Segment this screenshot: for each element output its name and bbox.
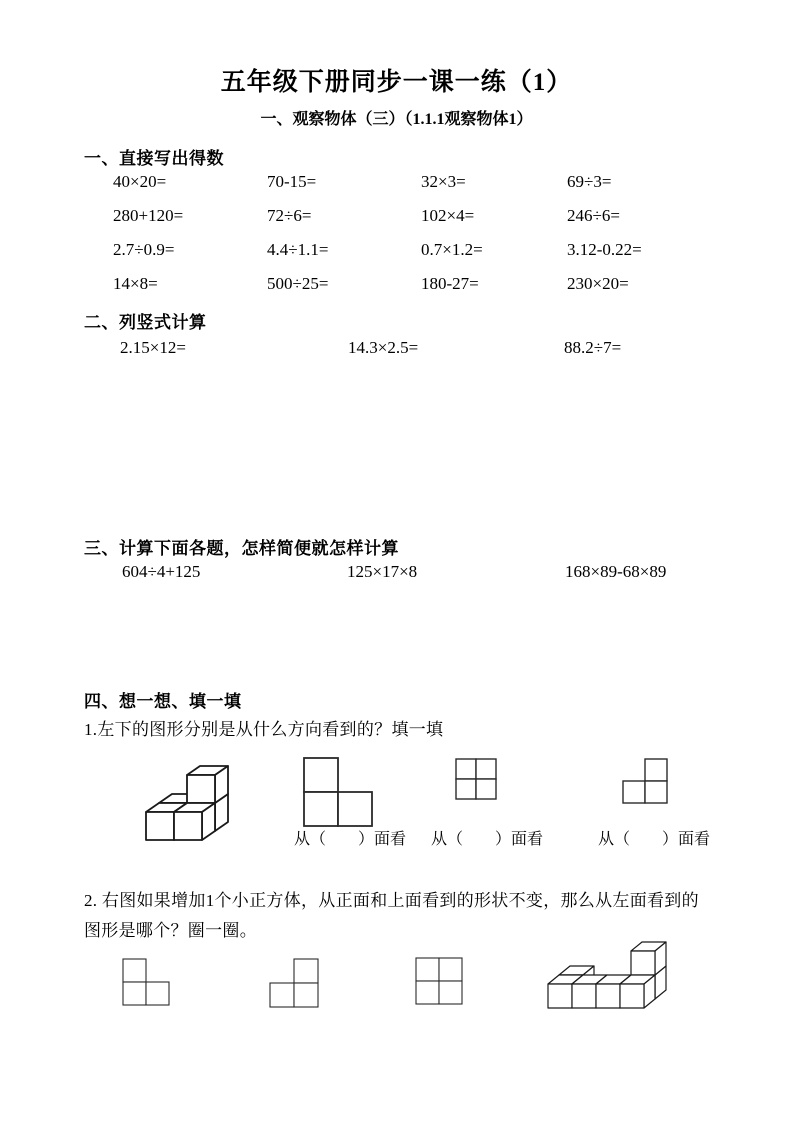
math-problem: 0.7×1.2=	[421, 240, 483, 259]
cube-object-3d-figure	[546, 940, 668, 1010]
math-problem: 32×3=	[421, 172, 466, 191]
view-direction-label: 从（ ）面看	[431, 831, 544, 848]
math-problem: 604÷4+125	[122, 562, 201, 581]
problem-row	[0, 172, 793, 196]
problem-row	[0, 206, 793, 230]
section1-heading: 一、直接写出得数	[84, 149, 224, 168]
worksheet-subtitle: 一、观察物体（三）（1.1.1观察物体1）	[260, 111, 533, 128]
math-problem: 40×20=	[113, 172, 167, 191]
option-shape-1	[121, 957, 171, 1007]
option-shape-2	[268, 957, 320, 1009]
option-shape-3	[414, 956, 464, 1006]
question1-text: 1.左下的图形分别是从什么方向看到的？填一填	[84, 720, 444, 739]
math-problem: 14×8=	[113, 274, 158, 293]
view-shape-3	[621, 757, 669, 805]
question2-text-line1: 2. 右图如果增加1个小正方体，从正面和上面看到的形状不变，那么从左面看到的	[84, 891, 699, 910]
problem-row	[0, 240, 793, 264]
math-problem: 2.7÷0.9=	[113, 240, 175, 259]
problem-row	[0, 274, 793, 298]
math-problem: 3.12-0.22=	[567, 240, 642, 259]
worksheet-title: 五年级下册同步一课一练（1）	[220, 69, 573, 96]
math-problem: 88.2÷7=	[564, 338, 622, 357]
section4-heading: 四、想一想、填一填	[84, 692, 242, 711]
math-problem: 168×89-68×89	[565, 562, 667, 581]
question2-text-line2: 图形是哪个？圈一圈。	[84, 921, 257, 940]
math-problem: 180-27=	[421, 274, 479, 293]
math-problem: 230×20=	[567, 274, 629, 293]
math-problem: 102×4=	[421, 206, 475, 225]
problem-row	[0, 562, 793, 586]
section3-heading: 三、计算下面各题，怎样简便就怎样计算	[84, 539, 399, 558]
problem-row	[0, 338, 793, 362]
view-direction-label: 从（ ）面看	[598, 831, 711, 848]
math-problem: 4.4÷1.1=	[267, 240, 329, 259]
view-direction-label: 从（ ）面看	[294, 831, 407, 848]
math-problem: 72÷6=	[267, 206, 312, 225]
math-problem: 246÷6=	[567, 206, 620, 225]
view-shape-2	[454, 757, 498, 801]
math-problem: 125×17×8	[347, 562, 418, 581]
cube-object-3d-figure	[144, 764, 230, 842]
math-problem: 14.3×2.5=	[348, 338, 419, 357]
view-shape-1	[302, 756, 374, 828]
math-problem: 69÷3=	[567, 172, 612, 191]
math-problem: 2.15×12=	[120, 338, 186, 357]
math-problem: 280+120=	[113, 206, 184, 225]
section2-heading: 二、列竖式计算	[84, 313, 207, 332]
math-problem: 70-15=	[267, 172, 317, 191]
math-problem: 500÷25=	[267, 274, 329, 293]
